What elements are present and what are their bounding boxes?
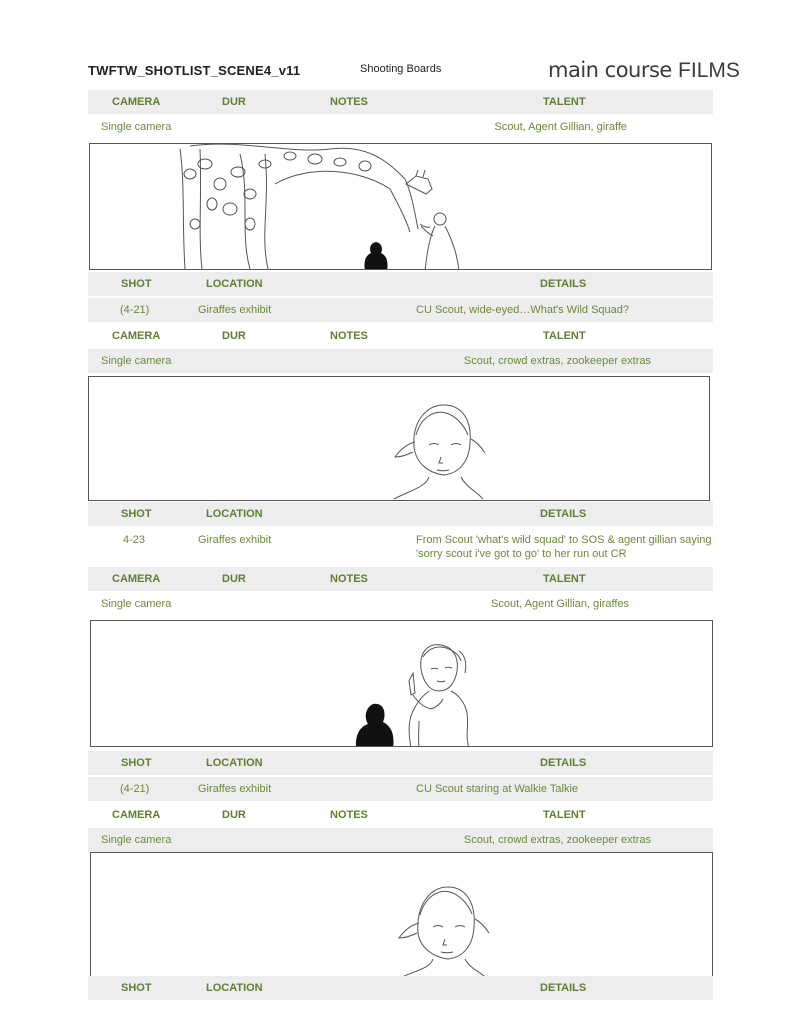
details-label: DETAILS — [540, 508, 587, 520]
notes-label: NOTES — [330, 573, 368, 585]
camera-label: CAMERA — [112, 809, 161, 821]
talent-value: Scout, Agent Gillian, giraffes — [491, 598, 629, 610]
logo-main-text: main course — [548, 58, 679, 82]
talent-label: TALENT — [543, 96, 586, 108]
talent-value: Scout, Agent Gillian, giraffe — [494, 121, 627, 133]
details-label: DETAILS — [540, 982, 587, 994]
shot-value-row — [88, 777, 713, 801]
shot-header-row — [88, 272, 713, 296]
camera-header-row — [88, 90, 713, 114]
camera-value: Single camera — [101, 598, 172, 610]
dur-label: DUR — [222, 809, 246, 821]
shot-label: SHOT — [121, 508, 152, 520]
shot-value-row — [88, 528, 713, 564]
notes-label: NOTES — [330, 330, 368, 342]
logo-films-text: FILMS — [678, 59, 740, 82]
shot-value: 4-23 — [123, 534, 146, 546]
location-value: Giraffes exhibit — [198, 783, 272, 795]
company-logo — [548, 58, 740, 83]
camera-header-row — [88, 803, 713, 827]
details-value: CU Scout, wide-eyed…What's Wild Squad? — [416, 304, 630, 316]
dur-label: DUR — [222, 330, 246, 342]
camera-label: CAMERA — [112, 96, 161, 108]
talent-label: TALENT — [543, 809, 586, 821]
location-label: LOCATION — [206, 508, 263, 520]
scout-silhouette — [356, 704, 394, 747]
details-value: CU Scout staring at Walkie Talkie — [416, 783, 579, 795]
camera-value-row — [88, 115, 713, 139]
shot-header-row — [88, 751, 713, 775]
camera-value: Single camera — [101, 121, 172, 133]
storyboard-frame-scout-closeup — [88, 376, 710, 501]
document-subtitle: Shooting Boards — [360, 63, 442, 75]
dur-label: DUR — [222, 96, 246, 108]
dur-label: DUR — [222, 573, 246, 585]
details-value-line1: From Scout 'what's wild squad' to SOS & agent gillian saying — [416, 534, 712, 546]
notes-label: NOTES — [330, 96, 368, 108]
storyboard-frame-walkie — [90, 620, 713, 747]
camera-label: CAMERA — [112, 330, 161, 342]
location-label: LOCATION — [206, 757, 263, 769]
shot-header-row — [88, 976, 713, 1000]
details-label: DETAILS — [540, 757, 587, 769]
shot-label: SHOT — [121, 757, 152, 769]
location-label: LOCATION — [206, 982, 263, 994]
location-value: Giraffes exhibit — [198, 304, 272, 316]
talent-value: Scout, crowd extras, zookeeper extras — [463, 834, 651, 846]
gillian-walkie-sketch — [91, 621, 713, 747]
location-value: Giraffes exhibit — [198, 534, 272, 546]
scout-closeup-sketch — [91, 853, 713, 978]
scout-silhouette — [364, 242, 387, 270]
shot-value: (4-21) — [120, 304, 150, 316]
details-label: DETAILS — [540, 278, 587, 290]
camera-value-row — [88, 592, 713, 616]
giraffe-sketch — [90, 144, 712, 270]
storyboard-frame-scout-closeup-2 — [90, 852, 713, 978]
camera-value: Single camera — [101, 834, 172, 846]
document-title: TWFTW_SHOTLIST_SCENE4_v11 — [88, 63, 301, 78]
shot-label: SHOT — [121, 278, 152, 290]
talent-label: TALENT — [543, 573, 586, 585]
storyboard-frame-giraffe — [89, 143, 712, 270]
shot-label: SHOT — [121, 982, 152, 994]
camera-value-row — [88, 828, 713, 852]
location-label: LOCATION — [206, 278, 263, 290]
camera-value: Single camera — [101, 355, 172, 367]
notes-label: NOTES — [330, 809, 368, 821]
scout-closeup-sketch — [89, 377, 710, 501]
camera-label: CAMERA — [112, 573, 161, 585]
talent-value: Scout, crowd extras, zookeeper extras — [463, 355, 651, 367]
camera-header-row — [88, 567, 713, 591]
details-value-line2: 'sorry scout i've got to go' to her run out CR — [416, 548, 627, 560]
shot-value-row — [88, 298, 713, 322]
camera-value-row — [88, 349, 713, 373]
camera-header-row — [88, 324, 713, 348]
shot-value: (4-21) — [120, 783, 150, 795]
talent-label: TALENT — [543, 330, 586, 342]
shot-header-row — [88, 502, 713, 526]
